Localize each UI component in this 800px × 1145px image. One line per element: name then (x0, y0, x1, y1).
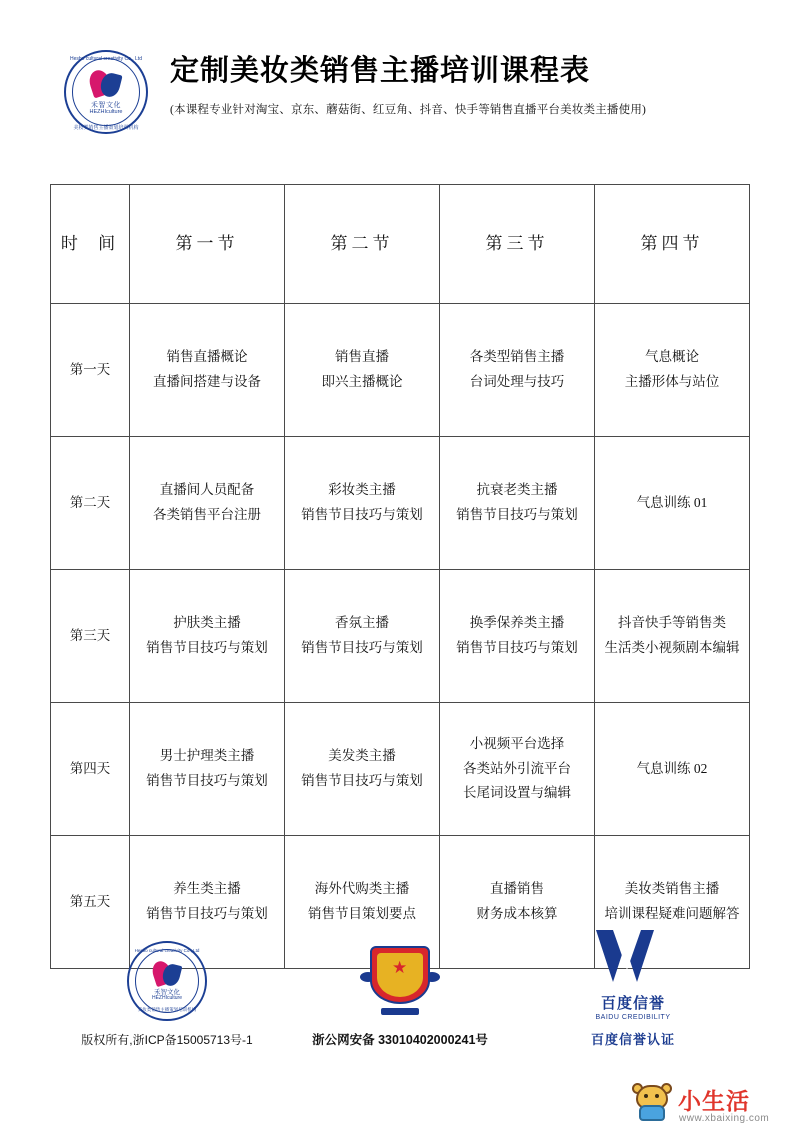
document-header (60, 0, 800, 140)
seal-arc-bottom-text: 美妆类销售主播策划培训机构 (137, 1007, 197, 1012)
cell-line: 海外代购类主播 (314, 881, 410, 897)
table-cell (285, 437, 440, 570)
seal-name-cn: 禾智文化 (154, 989, 180, 996)
company-seal-icon (127, 941, 207, 1021)
baidu-title-en: BAIDU CREDIBILITY (595, 1014, 671, 1021)
cell-line: 销售直播概论 (166, 349, 248, 365)
watermark-title: 小生活 (678, 1088, 750, 1114)
schedule-table-wrap (50, 184, 750, 969)
mascot-icon (632, 1083, 672, 1123)
schedule-table (50, 184, 750, 969)
cell-line: 销售节目技巧与策划 (456, 507, 578, 522)
cell-line: 抖音快手等销售类 (618, 615, 726, 631)
footer-badge-company (51, 941, 284, 1048)
seal-name-en: HEZHIculture (151, 995, 182, 1001)
header-cell-period-2: 第二节 (285, 185, 440, 304)
table-cell (285, 304, 440, 437)
cell-line: 销售节目技巧与策划 (456, 640, 578, 655)
cell-line: 销售节目技巧与策划 (301, 773, 423, 788)
table-cell (130, 304, 285, 437)
cell-line: 直播间搭建与设备 (153, 374, 261, 389)
logo-name-cn: 禾智文化 (91, 102, 121, 109)
cell-line: 气息训练 01 (636, 494, 708, 510)
footer-badge-police (284, 942, 517, 1048)
page-title: 定制美妆类销售主播培训课程表 (170, 55, 591, 87)
cell-line: 各类站外引流平台 (463, 760, 571, 776)
table-row (51, 304, 750, 437)
table-row (51, 437, 750, 570)
page-subtitle: (本课程专业针对淘宝、京东、蘑菇街、红豆角、抖音、快手等销售直播平台美妆类主播使用) (170, 103, 647, 116)
cell-line: 直播销售 (490, 881, 544, 897)
police-record-text: 浙公网安备 33010402000241号 (312, 1033, 488, 1047)
footer-badge-baidu (517, 930, 750, 1048)
baidu-title-cn: 百度信誉 (600, 995, 665, 1012)
table-cell (595, 304, 750, 437)
cell-line: 气息概论 (645, 349, 699, 365)
icp-record-text: 版权所有,浙ICP备15005713号-1 (81, 1033, 253, 1047)
footer-badges (0, 930, 800, 1048)
cell-line: 各类型销售主播 (469, 349, 565, 365)
logo-arc-bottom-text: 美妆类销售主播策划培训机构 (73, 125, 139, 131)
watermark-url: www.xbaixing.com (679, 1113, 770, 1124)
cell-line: 各类销售平台注册 (153, 507, 261, 522)
cell-line: 培训课程疑难问题解答 (604, 906, 740, 921)
table-head (51, 185, 750, 304)
cell-line: 养生类主播 (173, 881, 241, 897)
cell-line: 销售节目技巧与策划 (301, 640, 423, 655)
cell-line: 台词处理与技巧 (469, 374, 565, 389)
row-day-label: 第五天 (51, 836, 130, 969)
cell-line: 换季保养类主播 (469, 615, 565, 631)
table-header-row (51, 185, 750, 304)
cell-line: 主播形体与站位 (624, 374, 720, 389)
header-cell-period-4: 第四节 (595, 185, 750, 304)
cell-line: 销售节目技巧与策划 (146, 640, 268, 655)
document-footer (0, 930, 800, 1048)
table-cell (285, 703, 440, 836)
table-cell (595, 570, 750, 703)
cell-line: 即兴主播概论 (321, 374, 403, 389)
cell-line: 长尾词设置与编辑 (463, 785, 571, 801)
table-cell (285, 570, 440, 703)
cell-line: 男士护理类主播 (159, 748, 255, 764)
table-cell (595, 703, 750, 836)
table-cell (440, 570, 595, 703)
row-day-label: 第一天 (51, 304, 130, 437)
cell-line: 财务成本核算 (476, 906, 558, 921)
cell-line: 销售节目技巧与策划 (301, 507, 423, 522)
table-body (51, 304, 750, 969)
baidu-credibility-icon (563, 930, 703, 1048)
seal-arc-top-text: Hesbo cultural creativity Co., Ltd (134, 948, 200, 953)
header-cell-time: 时 间 (51, 185, 130, 304)
table-cell (440, 437, 595, 570)
table-cell (130, 570, 285, 703)
cell-line: 销售节目技巧与策划 (146, 773, 268, 788)
police-emblem-icon: ★ (361, 942, 439, 1020)
table-cell (130, 703, 285, 836)
cell-line: 抗衰老类主播 (476, 482, 558, 498)
row-day-label: 第二天 (51, 437, 130, 570)
cell-line: 销售节目技巧与策划 (146, 906, 268, 921)
cell-line: 生活类小视频剧本编辑 (604, 640, 740, 655)
table-cell (595, 437, 750, 570)
cell-line: 美妆类销售主播 (624, 881, 720, 897)
cell-line: 护肤类主播 (173, 615, 241, 631)
cell-line: 彩妆类主播 (328, 482, 396, 498)
cell-line: 销售直播 (335, 349, 389, 365)
logo-name-en: HEZHIculture (89, 109, 123, 115)
header-cell-period-3: 第三节 (440, 185, 595, 304)
company-logo (60, 48, 152, 140)
cell-line: 香氛主播 (335, 615, 389, 631)
baidu-cert-text: 百度信誉认证 (590, 1032, 675, 1047)
site-watermark (632, 1081, 782, 1137)
table-cell (440, 304, 595, 437)
table-cell (440, 703, 595, 836)
table-row (51, 570, 750, 703)
table-row (51, 703, 750, 836)
table-cell (130, 437, 285, 570)
header-cell-period-1: 第一节 (130, 185, 285, 304)
row-day-label: 第三天 (51, 570, 130, 703)
cell-line: 小视频平台选择 (469, 735, 565, 751)
cell-line: 美发类主播 (328, 748, 396, 764)
cell-line: 直播间人员配备 (159, 482, 255, 498)
row-day-label: 第四天 (51, 703, 130, 836)
cell-line: 销售节目策划要点 (308, 906, 416, 921)
logo-arc-top-text: Hesbo cultural creativity Co., Ltd (70, 56, 142, 62)
cell-line: 气息训练 02 (636, 760, 708, 776)
logo-swoosh-icon (88, 70, 124, 100)
title-block (170, 48, 646, 117)
